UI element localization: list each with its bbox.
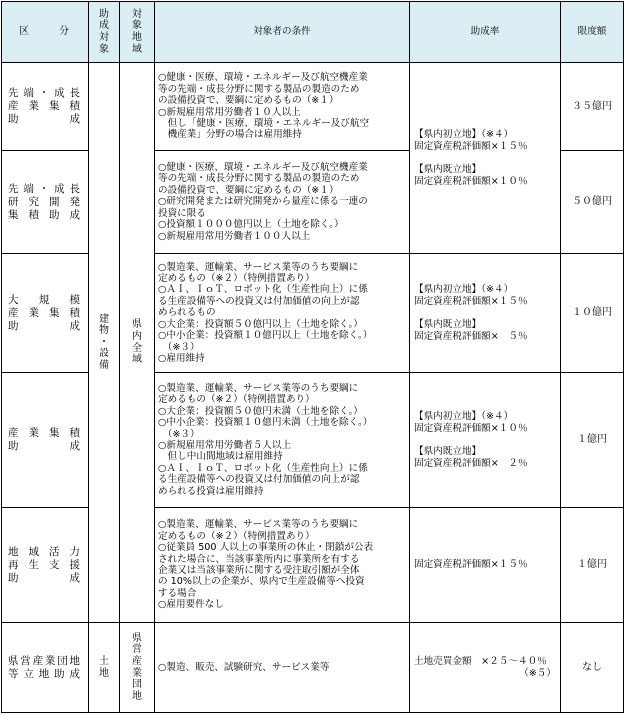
row-category: 大 規 模 産業集積 助 成 (2, 254, 89, 373)
row-category: 先端・成長 産業集積 助 成 (2, 63, 89, 151)
rate-cell: 【県内初立地】（※４） 固定資産税評価額×１０％ 【県内既立地】 固定資産税評価額× ２％ (410, 373, 561, 508)
table-row (2, 63, 624, 151)
rate-cell: 【県内初立地】（※４） 固定資産税評価額×１５％ 【県内既立地】 固定資産税評価額× ５％ (410, 254, 561, 373)
row-limit: ５０億円 (561, 151, 624, 254)
header-row (2, 2, 624, 63)
rate-cell: 【県内初立地】（※４） 固定資産税評価額×１５％ 【県内既立地】 固定資産税評価額×１０％ (410, 63, 561, 254)
row-category: 先端・成長 研究開発 集積助成 (2, 151, 89, 254)
rate-cell: 固定資産税評価額×１５％ (410, 508, 561, 623)
row-category: 産業集積 助 成 (2, 373, 89, 508)
row-limit: １億円 (561, 373, 624, 508)
region-cell: 県 内 全 域 (120, 63, 155, 623)
row-conditions: ○製造業、運輸業、サービス業等のうち要綱に 定めるもの（※２）（特例措置あり） ○大企業：投資額５０億円未満（土地を除く。） ○中小企業：投資額１０億円未満（土地を除く。） （※３） ○新規雇用常用労働者５人以上 但し中山間地域は雇用維持 ○ＡＩ、ＩｏＴ、ロボット化（生産性向上）に係 る生産設備等への投資又は付加価値の向上が認 められる投資は雇用維持 (155, 373, 410, 508)
rate-cell: 土地売買金額 ×２５～４０％ （※５） (410, 623, 561, 713)
header-target: 助 成 対 象 (89, 2, 120, 63)
row-category: 県営産業団地 等立地助成 (2, 623, 89, 713)
header-category: 区 分 (2, 2, 89, 63)
row-limit: なし (561, 623, 624, 713)
header-rate: 助成率 (410, 2, 561, 63)
header-conditions: 対象者の条件 (155, 2, 410, 63)
row-limit: １０億円 (561, 254, 624, 373)
target-cell: 土 地 (89, 623, 120, 713)
row-conditions: ○製造業、運輸業、サービス業等のうち要綱に 定めるもの（※２）（特例措置あり） ○従業員 500 人以上の事業所の休止・閉鎖が公表 された場合に、当該事業所内に事業所を有する 企業又は当該事業所に関する受注取引額が全体 の 10%以上の企業が、県内で生産設備等へ投資 する場合 ○雇用要件なし (155, 508, 410, 623)
row-conditions: ○健康・医療、環境・エネルギー及び航空機産業 等の先端・成長分野に関する製品の製造のため の設備投資で、要綱に定めるもの（※１） ○研究開発または研究開発から量産に係る一連の 投資に限る ○投資額１０００億円以上（土地を除く。） ○新規雇用常用労働者１００人以上 (155, 151, 410, 254)
row-conditions: ○製造、販売、試験研究、サービス業等 (155, 623, 410, 713)
header-limit: 限度額 (561, 2, 624, 63)
table-row (2, 623, 624, 713)
target-cell: 建 物 ・ 設 備 (89, 63, 120, 623)
row-conditions: ○製造業、運輸業、サービス業等のうち要綱に 定めるもの（※２）（特例措置あり） ○ＡＩ、ＩｏＴ、ロボット化（生産性向上）に係 る生産設備等への投資又は付加価値の向上が認 められるもの ○大企業：投資額５０億円以上（土地を除く。） ○中小企業：投資額１０億円以上（土地を除く。） （※３） ○雇用維持 (155, 254, 410, 373)
subsidy-table (1, 1, 624, 713)
row-limit: １億円 (561, 508, 624, 623)
row-conditions: ○健康・医療、環境・エネルギー及び航空機産業 等の先端・成長分野に関する製品の製造のため の設備投資で、要綱に定めるもの（※１） ○新規雇用常用労働者１０人以上 但し「健康・医療、環境・エネルギー及び航空 機産業」分野の場合は雇用維持 (155, 63, 410, 151)
row-category: 地域活力 再生支援 助 成 (2, 508, 89, 623)
header-region: 対 象 地 域 (120, 2, 155, 63)
row-limit: ３５億円 (561, 63, 624, 151)
region-cell: 県 営 産 業 団 地 (120, 623, 155, 713)
